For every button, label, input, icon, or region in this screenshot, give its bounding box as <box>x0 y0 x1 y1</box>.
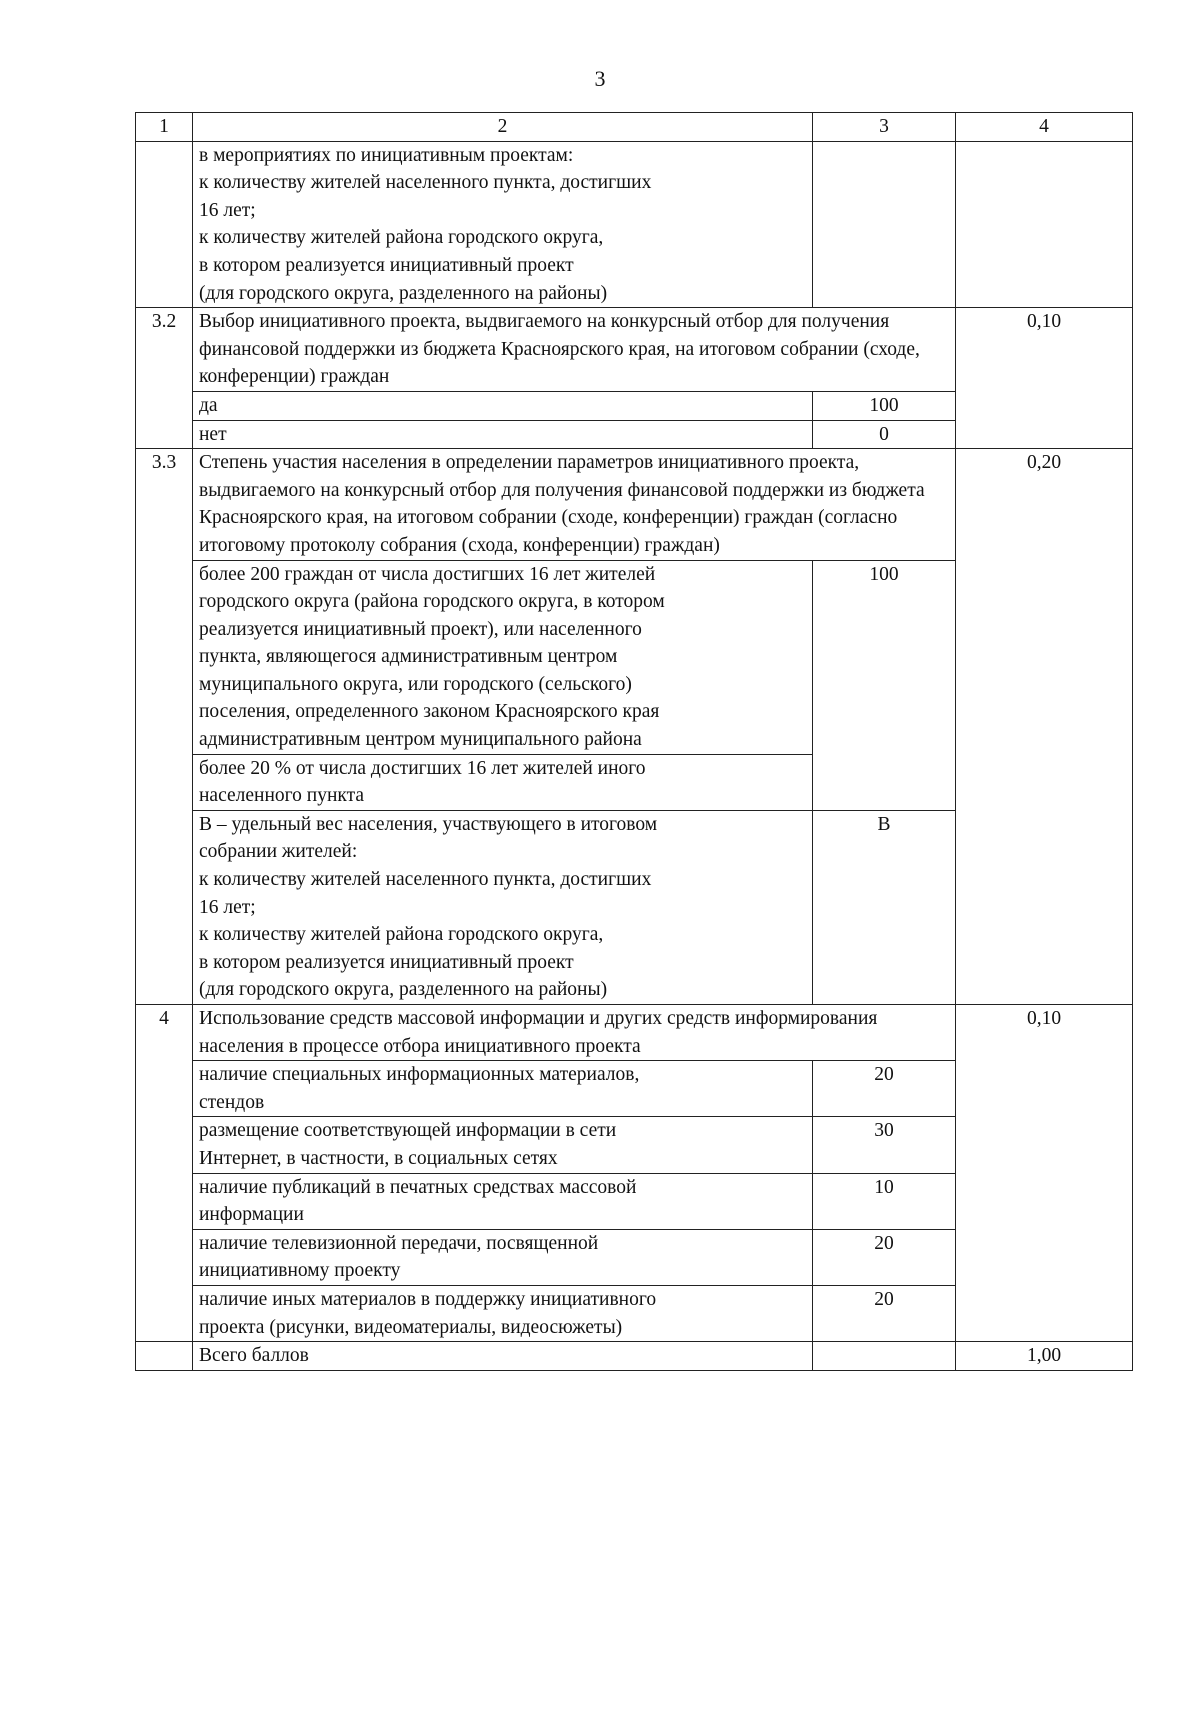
number-cell <box>136 141 193 308</box>
option-label: более 20 % от числа достигших 16 лет жителей иного населенного пункта <box>193 754 813 810</box>
option-points: 20 <box>813 1285 956 1341</box>
option-points: 20 <box>813 1229 956 1285</box>
section-3-2-number: 3.2 <box>136 308 193 449</box>
section-4-weight: 0,10 <box>956 1005 1133 1342</box>
option-label: В – удельный вес населения, участвующего в итоговом собрании жителей: к количеству жителей населенного пункта, достигших 16 лет; к количеству жителей района городского округа, в котором реализуется инициативный проект (для городского округа, разделенного на районы) <box>193 810 813 1004</box>
option-label: да <box>193 391 813 420</box>
header-cell-1: 1 <box>136 113 193 142</box>
table-row <box>136 141 1133 308</box>
header-cell-4: 4 <box>956 113 1133 142</box>
option-points: В <box>813 810 956 1004</box>
section-4-title: Использование средств массовой информации и других средств информирования населения в процессе отбора инициативного проекта <box>193 1005 956 1061</box>
option-label: наличие телевизионной передачи, посвященной инициативному проекту <box>193 1229 813 1285</box>
option-label: наличие публикаций в печатных средствах массовой информации <box>193 1173 813 1229</box>
section-3-3-weight: 0,20 <box>956 449 1133 1005</box>
option-points: 100 <box>813 391 956 420</box>
option-points: 0 <box>813 420 956 449</box>
total-number-cell <box>136 1342 193 1371</box>
section-3-2-row <box>136 308 1133 392</box>
section-3-3-title: Степень участия населения в определении параметров инициативного проекта, выдвигаемого на конкурсный отбор для получения финансовой поддержки из бюджета Красноярского края, на итоговом собрании (сходе, конференции) граждан (согласно итоговому протоколу собрания (схода, конференции) граждан) <box>193 449 956 560</box>
section-3-3-number: 3.3 <box>136 449 193 1005</box>
total-row <box>136 1342 1133 1371</box>
option-label: наличие специальных информационных материалов, стендов <box>193 1061 813 1117</box>
option-points: 30 <box>813 1117 956 1173</box>
section-4-row <box>136 1005 1133 1061</box>
section-3-3-row <box>136 449 1133 560</box>
option-points: 100 <box>813 560 956 810</box>
section-3-2-title: Выбор инициативного проекта, выдвигаемого на конкурсный отбор для получения финансовой поддержки из бюджета Красноярского края, на итоговом собрании (сходе, конференции) граждан <box>193 308 956 392</box>
option-label: нет <box>193 420 813 449</box>
page-number: 3 <box>594 66 606 91</box>
option-label: размещение соответствующей информации в сети Интернет, в частности, в социальных сетях <box>193 1117 813 1173</box>
section-3-2-weight: 0,10 <box>956 308 1133 449</box>
weight-cell <box>956 141 1133 308</box>
continuation-text: в мероприятиях по инициативным проектам: к количеству жителей населенного пункта, достигших 16 лет; к количеству жителей района городского округа, в котором реализуется инициативный проект (для городского округа, разделенного на районы) <box>193 141 813 308</box>
section-4-number: 4 <box>136 1005 193 1342</box>
option-points: 20 <box>813 1061 956 1117</box>
total-points-cell <box>813 1342 956 1371</box>
table-header-row <box>136 113 1133 142</box>
total-value: 1,00 <box>956 1342 1133 1371</box>
total-label: Всего баллов <box>193 1342 813 1371</box>
criteria-table <box>135 112 1133 1371</box>
header-cell-3: 3 <box>813 113 956 142</box>
header-cell-2: 2 <box>193 113 813 142</box>
option-points: 10 <box>813 1173 956 1229</box>
points-cell <box>813 141 956 308</box>
option-label: более 200 граждан от числа достигших 16 лет жителей городского округа (района городского округа, в котором реализуется инициативный проект), или населенного пункта, являющегося административным центром муниципального округа, или городского (сельского) поселения, определенного законом Красноярского края административным центром муниципального района <box>193 560 813 754</box>
option-label: наличие иных материалов в поддержку инициативного проекта (рисунки, видеоматериалы, видеосюжеты) <box>193 1285 813 1341</box>
